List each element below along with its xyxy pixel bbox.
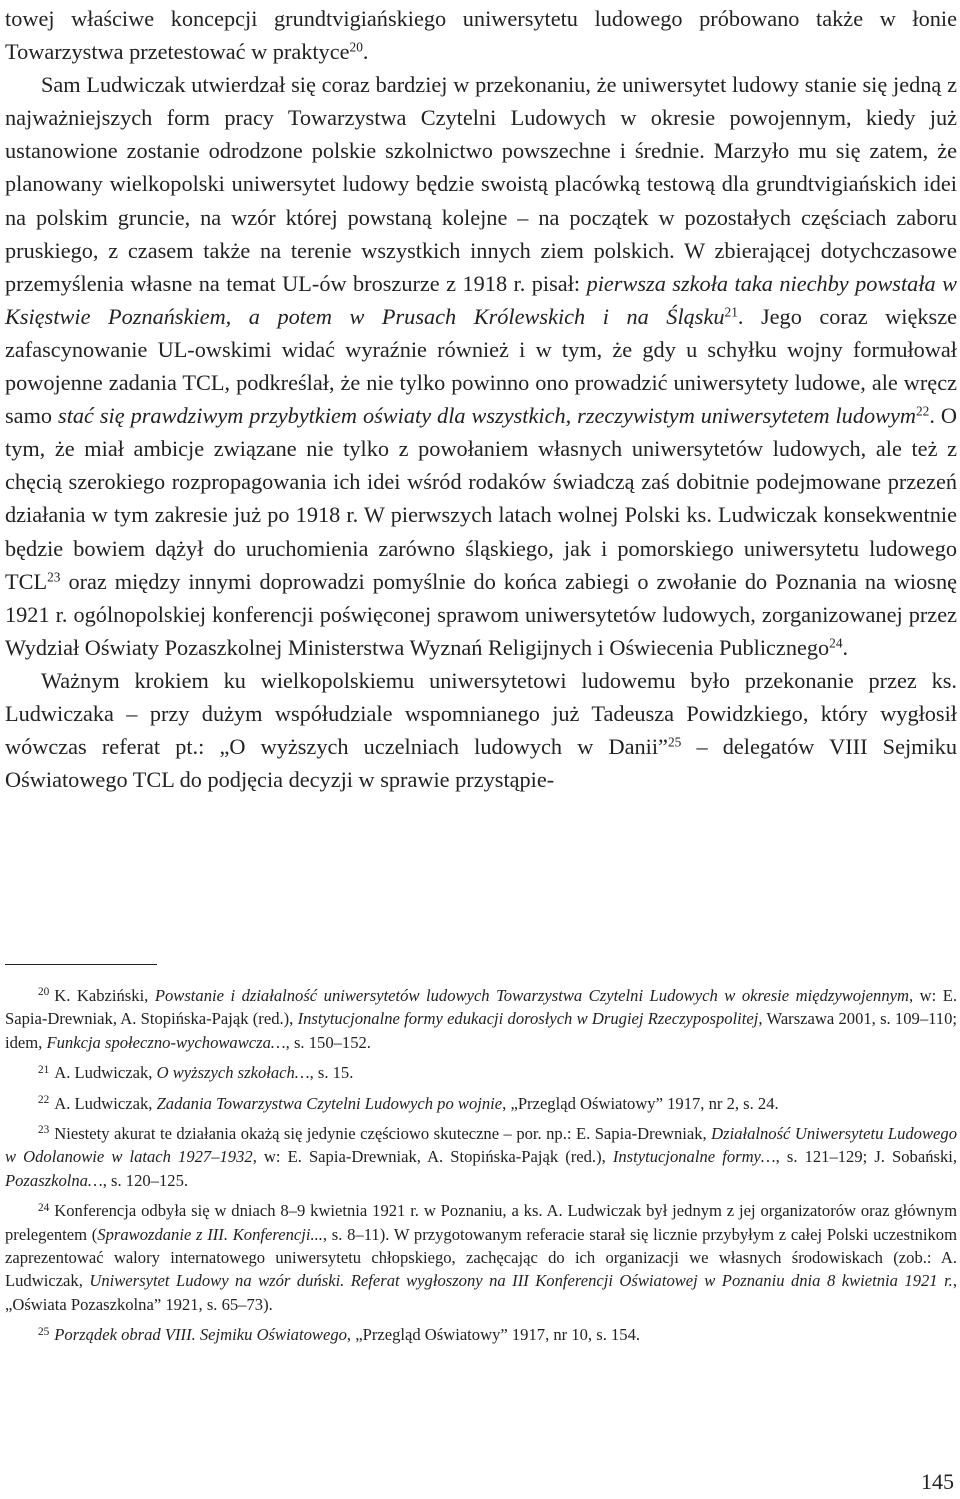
text-run: , „Oświata Pozaszkolna” 1921, s. 65–73). — [5, 1271, 957, 1314]
text-run: Ważnym krokiem ku wielkopolskiemu uniwersytetowi ludowemu było przekonanie przez ks. Ludwiczaka – przy dużym współudziale wspomnianego już Tadeusza Powidzkiego, który wygłosił wówczas referat pt.: „O wyższych uczelniach ludowych w Danii” — [5, 667, 957, 760]
paragraph-3 — [5, 664, 957, 796]
paragraph-1 — [5, 2, 957, 68]
text-run: , s. 150–152. — [285, 1032, 371, 1052]
footnote-ref-20[interactable]: 20 — [349, 39, 363, 55]
title-italic: Porządek obrad VIII. Sejmiku Oświatowego — [54, 1325, 347, 1345]
text-run: A. Ludwiczak, — [54, 1093, 157, 1113]
text-run: oraz między innymi doprowadzi pomyślnie do końca zabiegi o zwołanie do Poznania na wiosnę 1921 r. ogólnopolskiej konferencji poświęconej sprawom uniwersytetów ludowych, zorganizowanej przez Wydział Oświaty Pozaszkolnej Ministerstwa Wyznań Religijnych i Oświecenia Publicznego — [5, 568, 957, 660]
quote-italic: stać się prawdziwym przybytkiem oświaty dla wszystkich, rzeczywistym uniwersytetem ludowym — [58, 403, 916, 429]
text-run: , „Przegląd Oświatowy” 1917, nr 10, s. 154. — [346, 1325, 641, 1345]
title-italic: Instytucjonalne formy edukacji dorosłych w Drugiej Rzeczypospolitej — [297, 1009, 759, 1029]
title-italic: Powstanie i działalność uniwersytetów ludowych Towarzystwa Czytelni Ludowych w okresie międzywojennym — [154, 986, 909, 1005]
footnote-ref-21[interactable]: 21 — [724, 304, 738, 320]
text-run: , s. 121–129; J. Sobański, — [775, 1147, 958, 1167]
text-run: Sam Ludwiczak utwierdzał się coraz bardziej w przekonaniu, że uniwersytet ludowy stanie się jedną z najważniejszych form pracy Towarzystwa Czytelni Ludowych w okresie powojennym, kiedy już ustanowione zostanie odrodzone polskie szkolnictwo powszechne i średnie. Marzyło mu się zatem, że planowany wielkopolski uniwersytet ludowy będzie swoistą placówką testową dla grundtvigiańskich idei na polskim gruncie, na wzór której powstaną kolejne – na początek w pozostałych częściach zaboru pruskiego, z czasem także na terenie wszystkich innych ziem polskich. W zbierającej dotychczasowe przemyślenia własne na temat UL-ów broszurze z 1918 r. pisał: — [5, 72, 957, 296]
footnote-20 — [5, 984, 957, 1054]
text-run: , Warszawa 2001, s. 109–110; idem, — [5, 1009, 958, 1052]
text-run: K. Kabziński, — [54, 986, 155, 1005]
quote-italic: pierwsza szkoła taka niechby powstała w Księstwie Poznańskiem, a potem w Prusach Królewskich i na Śląsku — [5, 270, 958, 329]
text-run: Konferencja odbyła się w dniach 8–9 kwietnia 1921 r. w Poznaniu, a ks. A. Ludwiczak był jednym z jej organizatorów oraz głównym prelegentem ( — [5, 1201, 957, 1244]
title-italic: Działalność Uniwersytetu Ludowego w Odolanowie w latach 1927–1932 — [5, 1124, 957, 1167]
text-run: , w: E. Sapia-Drewniak, A. Stopińska-Pająk (red.), — [5, 986, 957, 1029]
footnote-ref-23[interactable]: 23 — [47, 569, 61, 585]
footnote-25 — [5, 1323, 957, 1346]
text-run: . Jego coraz większe zafascynowanie UL-owskimi widać wyraźnie również i w tym, że gdy u schyłku wojny formułował powojenne zadania TCL, podkreślał, że nie tylko powinno ono prowadzić uniwersytety ludowe, ale wręcz samo — [5, 303, 957, 429]
text-run: , w: E. Sapia-Drewniak, A. Stopińska-Pająk (red.), — [252, 1147, 613, 1167]
footnote-number: 20 — [38, 986, 50, 999]
title-italic: Uniwersytet Ludowy na wzór duński. Referat wygłoszony na III Konferencji Oświatowej w Poznaniu dnia 8 kwietnia 1921 r. — [89, 1271, 953, 1291]
footnote-number: 22 — [38, 1093, 50, 1106]
footnote-ref-24[interactable]: 24 — [829, 635, 843, 651]
paragraph-2 — [5, 68, 957, 664]
title-italic: Zadania Towarzystwa Czytelni Ludowych po wojnie — [156, 1093, 503, 1113]
text-run: . — [842, 634, 849, 660]
text-run: , s. 8–11). W przygotowanym referacie starał się licznie przybyłym z całej Polski uczestnikom zaprezentować walory internatowego uniwersytetu chłopskiego, zachęcając do ich organizacji we własnych środowiskach (zob.: A. Ludwiczak, — [5, 1224, 957, 1291]
footnote-number: 24 — [38, 1201, 50, 1214]
footnote-22 — [5, 1092, 957, 1115]
title-italic: Funkcja społeczno-wychowawcza… — [46, 1032, 286, 1052]
body-text — [5, 0, 957, 796]
text-run: , s. 15. — [309, 1063, 354, 1083]
text-run: A. Ludwiczak, — [54, 1063, 157, 1083]
footnotes — [5, 984, 957, 1354]
footnote-24 — [5, 1199, 957, 1316]
footnote-21 — [5, 1061, 957, 1084]
footnote-number: 21 — [38, 1063, 50, 1076]
text-run: . — [362, 39, 369, 65]
page — [5, 0, 957, 796]
title-italic: Pozaszkolna… — [5, 1170, 103, 1190]
footnote-number: 23 — [38, 1124, 50, 1137]
page-number: 145 — [921, 1469, 954, 1494]
text-run: . O tym, że miał ambicje związane nie tylko z powołaniem własnych uniwersytetów ludowych, ale też z chęcią szerokiego rozpropagowania ich idei wśród rodaków świadczą zaś dobitnie podejmowane przezeń działania w tym zakresie już po 1918 r. W pierwszych latach wolnej Polski ks. Ludwiczak konsekwentnie będzie bowiem dążył do uruchomienia zarówno śląskiego, jak i pomorskiego uniwersytetu ludowego TCL — [5, 403, 957, 594]
footnote-separator — [5, 964, 157, 965]
text-run: Niestety akurat te działania okażą się jedynie częściowo skuteczne – por. np.: E. Sapia-Drewniak, — [54, 1124, 712, 1144]
title-italic: O wyższych szkołach… — [156, 1063, 310, 1083]
footnote-ref-25[interactable]: 25 — [667, 734, 682, 750]
footnote-number: 25 — [38, 1325, 50, 1338]
text-run: towej właściwe koncepcji grundtvigiańskiego uniwersytetu ludowego próbowano także w łonie Towarzystwa przetestować w praktyce — [5, 6, 957, 65]
footnote-23 — [5, 1122, 957, 1192]
text-run: , „Przegląd Oświatowy” 1917, nr 2, s. 24. — [502, 1093, 779, 1113]
title-italic: Sprawozdanie z III. Konferencji... — [97, 1224, 323, 1244]
title-italic: Instytucjonalne formy… — [612, 1147, 776, 1167]
footnote-ref-22[interactable]: 22 — [916, 403, 930, 419]
text-run: , s. 120–125. — [102, 1170, 189, 1190]
text-run: – delegatów VIII Sejmiku Oświatowego TCL do podjęcia decyzji w sprawie przystąpie- — [5, 734, 957, 793]
